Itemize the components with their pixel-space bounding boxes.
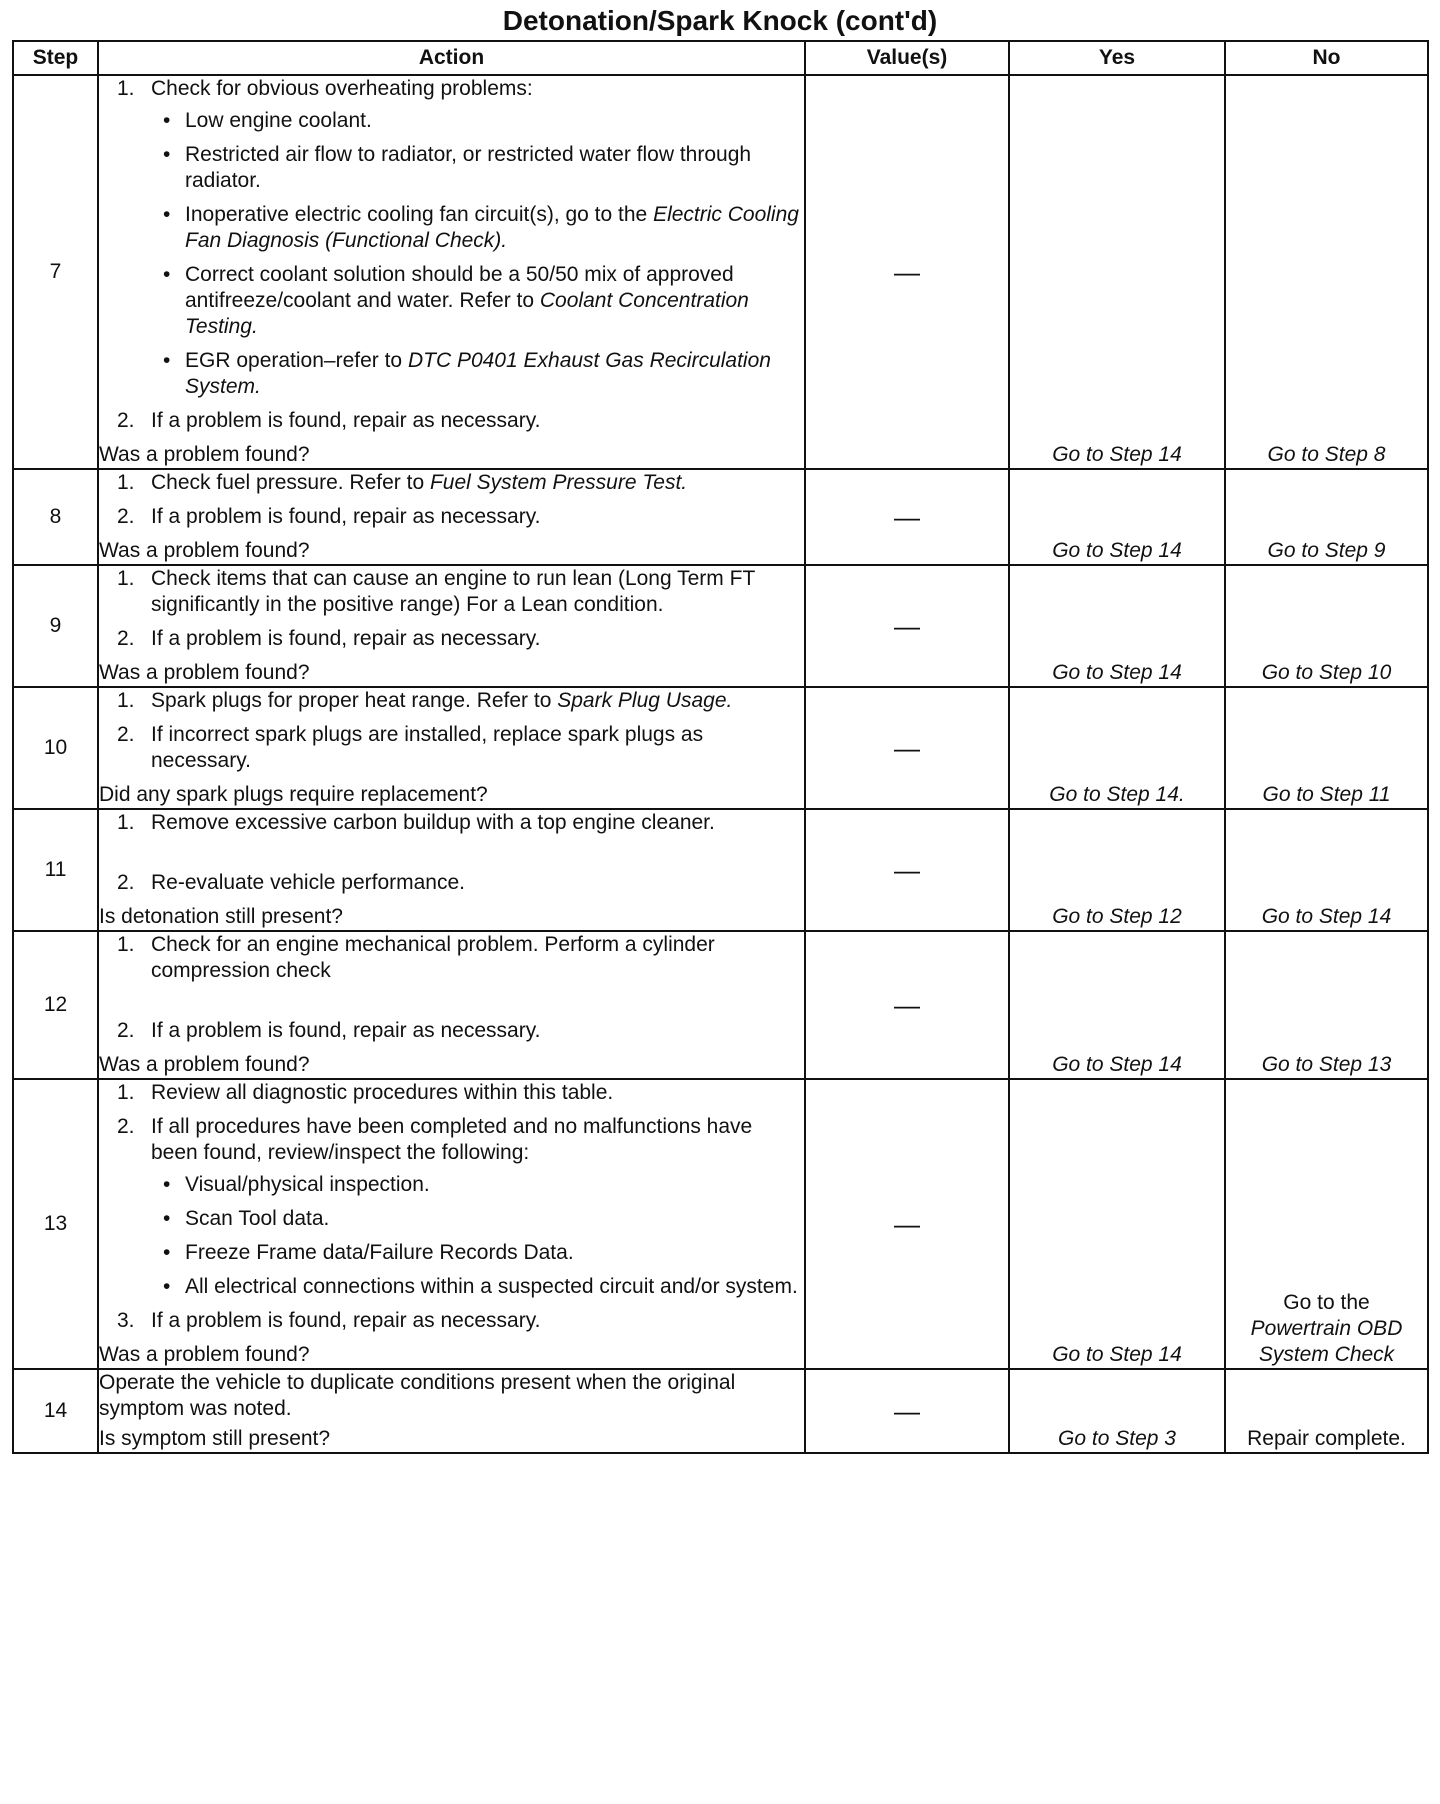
question: Was a problem found?	[99, 661, 310, 684]
list-item: 1. Check fuel pressure. Refer to Fuel System Pressure Test.	[117, 471, 688, 494]
header-values: Value(s)	[805, 41, 1009, 75]
table-row	[13, 1079, 1428, 1369]
question: Was a problem found?	[99, 539, 310, 562]
no-cell: Go to Step 11	[1225, 687, 1428, 809]
action-cell	[98, 1079, 805, 1369]
value-cell: —	[805, 687, 1009, 809]
cross-reference: Spark Plug Usage.	[557, 689, 733, 712]
table-row	[13, 469, 1428, 565]
list-item: 1. Review all diagnostic procedures within this table.	[117, 1081, 614, 1104]
value-cell: —	[805, 1369, 1009, 1453]
table-row	[13, 809, 1428, 931]
question: Was a problem found?	[99, 1343, 310, 1366]
list-item: 1. Check for obvious overheating problems: • Low engine coolant. • Restricted air flow to radiator, or restricted water flow through radiator. • Inoperative electric cooling fan circuit(s), go to the Electric Cooling Fan Diagnosis (Functional Check). • Correct coolant solution should be a 50/50 mix of approved antifreeze/coolant and water. Refer to Coolant Concentration Testing. • EGR operation–refer to DTC P0401 Exhaust Gas Recirculation System.	[99, 76, 804, 400]
header-row	[13, 41, 1428, 75]
bullet-item: • All electrical connections within a suspected circuit and/or system.	[151, 1274, 804, 1300]
header-step: Step	[13, 41, 98, 75]
value-cell: —	[805, 809, 1009, 931]
list-item: 1. Spark plugs for proper heat range. Refer to Spark Plug Usage.	[117, 689, 733, 712]
value-cell: —	[805, 931, 1009, 1079]
action-cell	[98, 931, 805, 1079]
step-number: 12	[13, 931, 98, 1079]
yes-cell: Go to Step 14	[1009, 75, 1225, 469]
yes-cell: Go to Step 14	[1009, 1079, 1225, 1369]
no-cell: Go to Step 9	[1225, 469, 1428, 565]
list-item: 1. Check items that can cause an engine to run lean (Long Term FT significantly in the positive range) For a Lean condition.	[117, 567, 755, 616]
step-number: 11	[13, 809, 98, 931]
action-cell	[98, 469, 805, 565]
value-cell: —	[805, 469, 1009, 565]
cross-reference: DTC P0401 Exhaust Gas Recirculation System.	[185, 349, 771, 398]
list-item: 2. If all procedures have been completed and no malfunctions have been found, review/inspect the following: • Visual/physical inspection. • Scan Tool data. • Freeze Frame data/Failure Records Data. • All electrical connections within a suspected circuit and/or system.	[99, 1114, 804, 1300]
bullet-item: • Low engine coolant.	[151, 108, 804, 134]
no-cell: Repair complete.	[1225, 1369, 1428, 1453]
action-list	[99, 688, 804, 774]
action-cell	[98, 75, 805, 469]
no-cell: Go to Step 10	[1225, 565, 1428, 687]
step-number: 7	[13, 75, 98, 469]
no-cell: Go to Step 14	[1225, 809, 1428, 931]
action-list	[99, 932, 804, 1044]
table-row	[13, 75, 1428, 469]
yes-cell: Go to Step 3	[1009, 1369, 1225, 1453]
bullet-list	[151, 1172, 804, 1300]
action-text: Operate the vehicle to duplicate conditions present when the original symptom was noted.	[99, 1371, 736, 1420]
question: Is symptom still present?	[99, 1427, 331, 1450]
no-cell-text: Go to the Powertrain OBD System Check	[1226, 1290, 1427, 1368]
action-cell	[98, 1369, 805, 1453]
no-cell: Go to Step 13	[1225, 931, 1428, 1079]
value-cell: —	[805, 75, 1009, 469]
value-cell: —	[805, 1079, 1009, 1369]
bullet-item: • EGR operation–refer to DTC P0401 Exhaust Gas Recirculation System.	[151, 348, 804, 400]
no-cell	[1225, 1079, 1428, 1369]
list-item: 1. Remove excessive carbon buildup with a top engine cleaner.	[117, 811, 715, 834]
list-item: 2. Re-evaluate vehicle performance.	[117, 871, 465, 894]
yes-cell: Go to Step 14	[1009, 931, 1225, 1079]
table-row	[13, 565, 1428, 687]
action-list	[99, 566, 804, 652]
question: Is detonation still present?	[99, 905, 343, 928]
action-list	[99, 470, 804, 530]
yes-cell: Go to Step 14	[1009, 565, 1225, 687]
step-number: 13	[13, 1079, 98, 1369]
question: Was a problem found?	[99, 443, 310, 466]
action-cell	[98, 809, 805, 931]
value-cell: —	[805, 565, 1009, 687]
bullet-item: • Restricted air flow to radiator, or restricted water flow through radiator.	[151, 142, 804, 194]
step-number: 9	[13, 565, 98, 687]
bullet-item: • Scan Tool data.	[151, 1206, 804, 1232]
header-action: Action	[98, 41, 805, 75]
bullet-item: • Inoperative electric cooling fan circuit(s), go to the Electric Cooling Fan Diagnosis (Functional Check).	[151, 202, 804, 254]
no-cell: Go to Step 8	[1225, 75, 1428, 469]
step-number: 14	[13, 1369, 98, 1453]
header-no: No	[1225, 41, 1428, 75]
cross-reference: Electric Cooling Fan Diagnosis (Functional Check).	[185, 203, 799, 252]
list-item: 2. If a problem is found, repair as necessary.	[117, 505, 541, 528]
list-item: 3. If a problem is found, repair as necessary.	[117, 1309, 541, 1332]
header-yes: Yes	[1009, 41, 1225, 75]
action-cell	[98, 687, 805, 809]
action-list	[99, 810, 804, 896]
list-item: 2. If incorrect spark plugs are installed, replace spark plugs as necessary.	[117, 723, 704, 772]
list-item: 2. If a problem is found, repair as necessary.	[117, 627, 541, 650]
bullet-item: • Visual/physical inspection.	[151, 1172, 804, 1198]
step-number: 10	[13, 687, 98, 809]
diagnostic-table	[12, 40, 1429, 1454]
bullet-list	[151, 108, 804, 400]
question: Was a problem found?	[99, 1053, 310, 1076]
action-list	[99, 1080, 804, 1334]
bullet-item: • Correct coolant solution should be a 50/50 mix of approved antifreeze/coolant and water. Refer to Coolant Concentration Testing.	[151, 262, 804, 340]
list-item: 2. If a problem is found, repair as necessary.	[117, 1019, 541, 1042]
yes-cell: Go to Step 14	[1009, 469, 1225, 565]
step-number: 8	[13, 469, 98, 565]
cross-reference: Coolant Concentration Testing.	[185, 289, 749, 338]
action-cell	[98, 565, 805, 687]
table-row	[13, 931, 1428, 1079]
table-row	[13, 687, 1428, 809]
cross-reference: Powertrain OBD System Check	[1250, 1317, 1403, 1366]
question: Did any spark plugs require replacement?	[99, 783, 488, 806]
list-item: 2. If a problem is found, repair as necessary.	[117, 409, 541, 432]
table-row	[13, 1369, 1428, 1453]
list-item: 1. Check for an engine mechanical problem. Perform a cylinder compression check	[117, 933, 715, 982]
table-title: Detonation/Spark Knock (cont'd)	[502, 5, 938, 36]
action-list	[99, 76, 804, 434]
bullet-item: • Freeze Frame data/Failure Records Data.	[151, 1240, 804, 1266]
yes-cell: Go to Step 14.	[1009, 687, 1225, 809]
cross-reference: Fuel System Pressure Test.	[429, 471, 688, 494]
yes-cell: Go to Step 12	[1009, 809, 1225, 931]
